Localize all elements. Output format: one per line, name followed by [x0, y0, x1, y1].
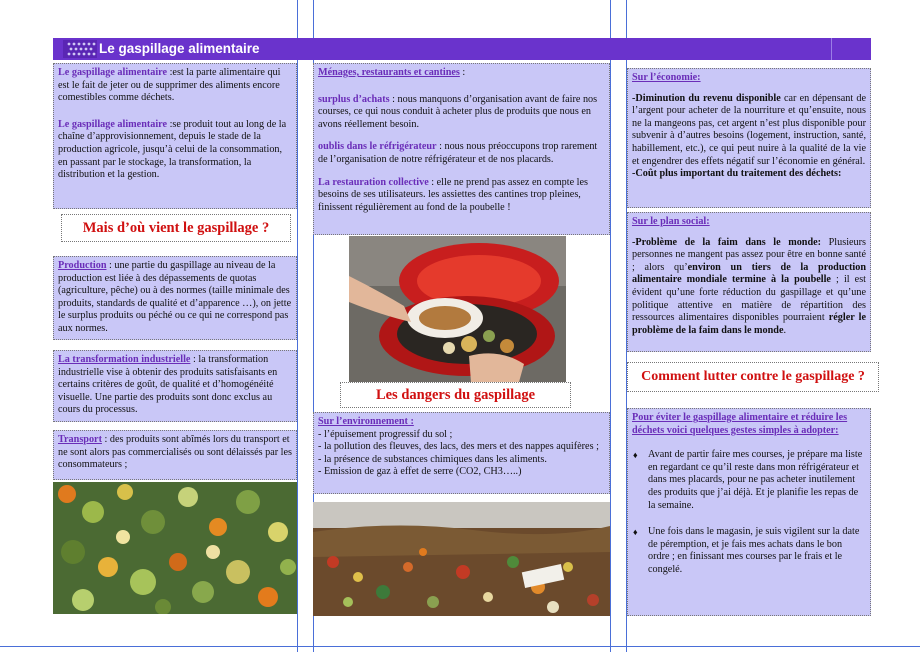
intro-panel [53, 63, 297, 209]
header-separator [831, 38, 832, 60]
social-panel [627, 212, 871, 352]
margin-guide [0, 646, 920, 647]
environment-item: - la pollution des fleuves, des lacs, des mers et des nappes aquifères ; [318, 441, 599, 453]
social-emphasis: régler le problème de la faim dans le monde [632, 312, 866, 336]
intro-term: Le gaspillage alimentaire [58, 67, 168, 78]
surplus-title: surplus d’achats [318, 93, 390, 105]
environment-item: - l’épuisement progressif du sol ; [318, 428, 453, 440]
fridge-text: : nous nous préoccupons trop rarement de l’organisation de notre réfrigérateur et de nos placards. [318, 141, 598, 165]
transport-title: Transport [58, 434, 102, 445]
section-heading-origin: Mais d’où vient le gaspillage ? [61, 214, 291, 242]
social-point-title: -Problème de la faim dans le monde: [632, 236, 822, 248]
social-text: Plusieurs personnes ne mangent pas assez pour être en bonne santé ; alors qu’ [632, 236, 867, 273]
intro-definition: :est la parte alimentaire qui est le fait de jeter ou de supprimer des aliments encore comestibles comme déchets. [58, 67, 281, 104]
tips-title: Pour éviter le gaspillage alimentaire et réduire les déchets voici quelques gestes simples à adopter: [632, 412, 848, 436]
column-guide [297, 0, 298, 652]
column-guide [610, 0, 611, 652]
industrial-text: : la transformation industrielle vise à obtenir des produits satisfaisants en certains critères de goût, de qualité et d’homogénéité visuelle. Une partie des produits sont donc exclus au cours du processus. [58, 354, 278, 416]
social-title: Sur le plan social: [632, 216, 710, 227]
page-title: Le gaspillage alimentaire [99, 41, 260, 56]
section-heading-dangers: Les dangers du gaspillage [340, 382, 571, 408]
page-header [53, 38, 871, 60]
households-title: Ménages, restaurants et cantines [318, 67, 460, 78]
environment-item: - la présence de substances chimiques dans les aliments. [318, 453, 547, 465]
food-waste-photo [53, 482, 297, 614]
economy-point-title: -Coût plus important du traitement des déchets [632, 168, 839, 180]
industrial-panel [53, 350, 297, 422]
tip-item: ♦ Une fois dans le magasin, je suis vigilent sur la date de péremption, et je fais mes achats dans le bon ordre ; en finissant mes courses par le frais et le congelé. [646, 526, 866, 576]
intro-description: :se produit tout au long de la chaîne d’approvisionnement, depuis le stade de la production agricole, jusqu’à celui de la consommation, en passant par le stockage, la transformation, la distribution et la gestion. [58, 118, 287, 181]
tips-panel [627, 408, 871, 616]
social-text: . [783, 324, 787, 336]
catering-text: : elle ne prend pas assez en compte les besoins de ses utilisateurs. les assiettes des cantines trop pleines, finissent régulièrement au fond de la poubelle ! [318, 176, 588, 213]
intro-term: Le gaspillage alimentaire [58, 118, 168, 130]
environment-panel [313, 412, 610, 494]
economy-title: Sur l’économie: [632, 72, 701, 83]
transport-text: : des produits sont abîmés lors du transport et ne sont alors pas commercialisés ou sont délaissés par les consommateurs ; [58, 434, 292, 471]
tips-list [632, 449, 866, 576]
economy-point-text: car en dépensant de l’argent pour acheter de la nourriture et qu’ensuite, nous ne la mangeons pas, cet argent n’est plus disponible pour subvenir à d’autres besoins (logement, instruction, santé, habillement, etc.), ce qui peut nuire à la qualité de la vie et engendrer des effets négatif sur l’économie en général. [632, 92, 866, 167]
environment-item: - Emission de gaz à effet de serre (CO2, CH3…..) [318, 466, 522, 478]
production-text: : une partie du gaspillage au niveau de la production est liée à des dépassements de quotas (agriculture, pêche) ou à des normes (taille minimale des produits, standards de qualité et d’apparence …), on jette le surplus produits ou péché ou ce qui ne correspond pas aux normes. [58, 260, 292, 334]
environment-title: Sur l’environnement : [318, 416, 414, 427]
tip-item: ♦ Avant de partir faire mes courses, je prépare ma liste en regardant ce qu’il reste dans mon réfrigérateur et dans mes placards, pour ne pas acheter inutilement des produits que j’ai déjà. Et je planifie les repas de la semaine. [646, 449, 866, 512]
households-suffix: : [459, 67, 466, 78]
catering-title: La restauration collective [318, 176, 429, 188]
industrial-title: La transformation industrielle [58, 354, 191, 365]
economy-panel [627, 68, 871, 208]
landfill-photo [313, 502, 610, 616]
production-title: Production [58, 260, 107, 271]
fridge-title: oublis dans le réfrigérateur [318, 141, 437, 153]
economy-point-suffix: : [838, 168, 842, 180]
bin-photo [349, 236, 566, 382]
section-heading-fight: Comment lutter contre le gaspillage ? [627, 362, 879, 392]
social-emphasis: environ un tiers de la production alimentaire mondiale termine à la poubelle [632, 261, 866, 286]
surplus-text: : nous manquons d’organisation avant de faire nos courses, ce qui nous conduit à acheter plus de produits que nous en avons réellement besoin. [318, 93, 598, 130]
header-decoration-icon [63, 40, 97, 58]
households-panel [313, 63, 610, 235]
production-panel [53, 256, 297, 340]
transport-panel [53, 430, 297, 480]
economy-point-title: -Diminution du revenu disponible [632, 92, 781, 104]
social-text: ; il est évident qu’une forte réduction du gaspillage et qu’une politique attentive en matière de répartition des ressources alimentaires disponibles pourraient [632, 274, 867, 324]
